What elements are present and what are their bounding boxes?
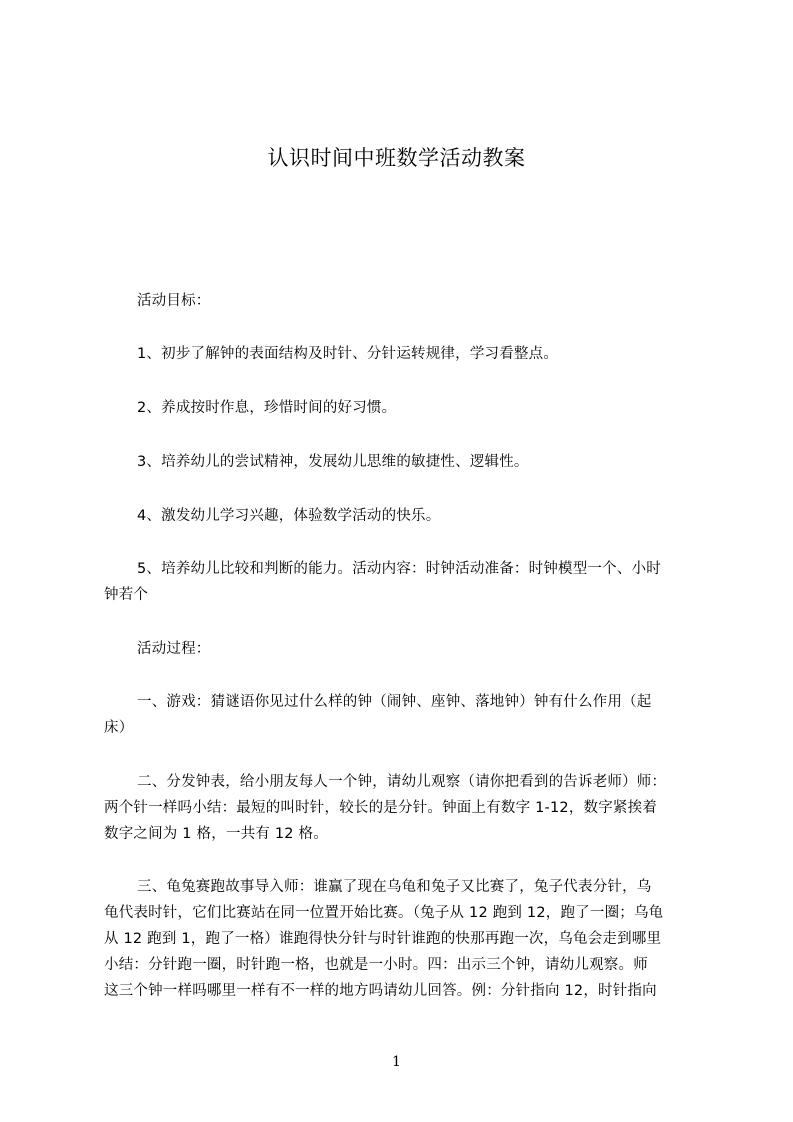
text-line: 数字之间为 1 格，一共有 12 格。 xyxy=(104,826,328,842)
page-number: 1 xyxy=(392,1054,401,1070)
text-line: 小结：分针跑一圈，时针跑一格，也就是一小时。四：出示三个钟，请幼儿观察。师 xyxy=(104,957,648,973)
objective-item-4: 4、激发幼儿学习兴趣，体验数学活动的快乐。 xyxy=(137,508,441,524)
text-line: 5、培养幼儿比较和判断的能力。活动内容：时钟活动准备：时钟模型一个、小时 xyxy=(137,561,661,577)
text-line: 龟代表时针，它们比赛站在同一位置开始比赛。（兔子从 12 跑到 12，跑了一圈；乌龟 xyxy=(104,905,664,921)
document-title: 认识时间中班数学活动教案 xyxy=(267,146,526,170)
text-line: 钟若个 xyxy=(104,587,149,603)
text-line: 两个针一样吗小结：最短的叫时针，较长的是分针。钟面上有数字 1-12，数字紧挨着 xyxy=(104,800,658,816)
text-line: 从 12 跑到 1，跑了一格）谁跑得快分针与时针谁跑的快那再跑一次，乌龟会走到哪里 xyxy=(104,931,662,947)
section-heading-objectives: 活动目标： xyxy=(137,293,211,309)
text-line: 二、分发钟表，给小朋友每人一个钟，请幼儿观察（请你把看到的告诉老师）师： xyxy=(137,774,667,790)
process-step-1 xyxy=(104,689,710,741)
text-line: 这三个钟一样吗哪里一样有不一样的地方吗请幼儿回答。例：分针指向 12，时针指向 xyxy=(104,983,657,999)
text-line: 床） xyxy=(104,720,134,736)
objective-item-5 xyxy=(104,556,710,608)
process-step-2 xyxy=(104,769,698,847)
objective-item-3: 3、培养幼儿的尝试精神，发展幼儿思维的敏捷性、逻辑性。 xyxy=(137,454,529,470)
objective-item-2: 2、养成按时作息，珍惜时间的好习惯。 xyxy=(137,400,397,416)
section-heading-process: 活动过程： xyxy=(137,641,211,657)
process-step-3 xyxy=(104,874,698,1004)
objective-item-1: 1、初步了解钟的表面结构及时针、分针运转规律，学习看整点。 xyxy=(137,346,559,362)
text-line: 一、游戏：猜谜语你见过什么样的钟（闹钟、座钟、落地钟）钟有什么作用（起 xyxy=(137,694,652,710)
text-line: 三、龟兔赛跑故事导入师：谁赢了现在乌龟和兔子又比赛了，兔子代表分针，乌 xyxy=(137,879,652,895)
